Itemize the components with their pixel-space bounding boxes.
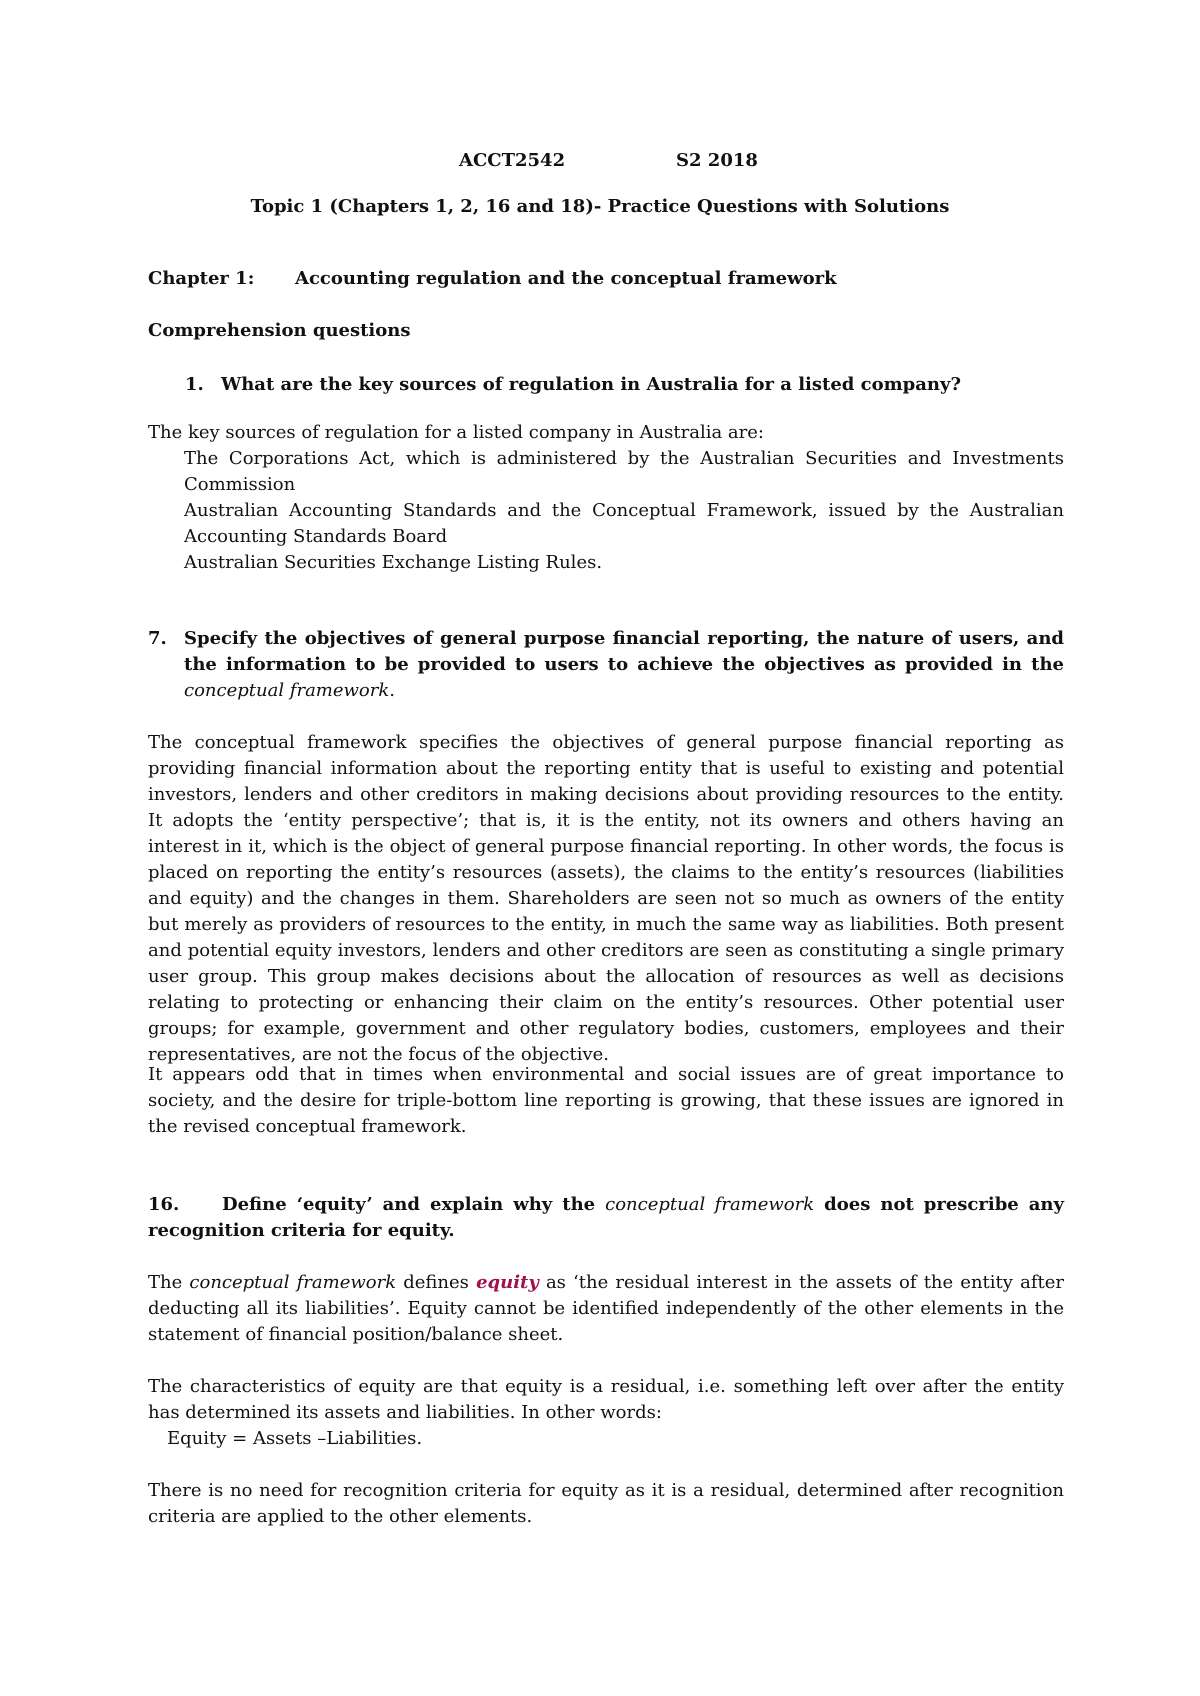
q16-answer-term: conceptual framework	[189, 1272, 397, 1293]
q7-answer-paragraph: It appears odd that in times when environmental and social issues are of great importance to society, and the desire for triple-bottom line reporting is growing, that these issues are ignored in the revised conceptual framework.	[148, 1064, 1064, 1137]
q7-question-term: conceptual framework	[184, 680, 390, 701]
q16-number: 16.	[148, 1194, 180, 1215]
q7-answer-paragraph: The conceptual framework specifies the objectives of general purpose financial reporting as providing financial information about the reporting entity that is useful to existing and potential investors, lenders and other creditors in making decisions about providing resources to the entity. It adopts the ‘entity perspective’; that is, it is the entity, not its owners and others having an interest in it, which is the object of general purpose financial reporting. In other words, the focus is placed on reporting the entity’s resources (assets), the claims to the entity’s resources (liabilities and equity) and the changes in them. Shareholders are seen not so much as owners of the entity but merely as providers of resources to the entity, in much the same way as liabilities. Both present and potential equity investors, lenders and other creditors are seen as constituting a single primary user group. This group makes decisions about the allocation of resources as well as decisions relating to protecting or enhancing their claim on the entity’s resources. Other potential user groups; for example, government and other regulatory bodies, customers, employees and their representatives, are not the focus of the objective.	[148, 732, 1064, 1065]
q16-answer-paragraph	[148, 1270, 1064, 1348]
chapter-label: Chapter 1:	[148, 268, 255, 289]
q1-number: 1.	[185, 374, 204, 395]
course-code: ACCT2542	[459, 150, 566, 171]
q7-question-text: Specify the objectives of general purpose financial reporting, the nature of users, and the information to be provided to users to achieve the objectives as provided in the	[184, 628, 1064, 675]
semester-label: S2 2018	[676, 150, 758, 171]
q7-question-end: .	[389, 680, 396, 701]
q16-characteristics-paragraph: The characteristics of equity are that equity is a residual, i.e. something left over after the entity has determined its assets and liabilities. In other words:	[148, 1376, 1064, 1423]
q1-question: What are the key sources of regulation in Australia for a listed company?	[221, 374, 961, 395]
document-title: Topic 1 (Chapters 1, 2, 16 and 18)- Practice Questions with Solutions	[250, 196, 950, 217]
q16-answer-prefix: The	[148, 1272, 183, 1293]
q16-answer-rest: as ‘the residual interest in the assets of the entity after deducting all its liabilities’. Equity cannot be identified independently of the other elements in the statement of financial position/balance sheet.	[148, 1272, 1064, 1345]
q1-source-item: Australian Securities Exchange Listing Rules.	[184, 552, 603, 573]
chapter-title: Accounting regulation and the conceptual framework	[295, 268, 837, 289]
equity-equation: Equity = Assets –Liabilities.	[167, 1428, 423, 1449]
q16-answer-mid: defines	[403, 1272, 469, 1293]
section-heading: Comprehension questions	[148, 320, 411, 341]
q16-recognition-paragraph: There is no need for recognition criteria for equity as it is a residual, determined after recognition criteria are applied to the other elements.	[148, 1480, 1064, 1527]
equity-highlight: equity	[476, 1272, 539, 1293]
q1-source-item: Australian Accounting Standards and the Conceptual Framework, issued by the Australian Accounting Standards Board	[184, 500, 1064, 547]
q7-number: 7.	[148, 628, 167, 649]
q16-question-term: conceptual framework	[605, 1194, 815, 1215]
q16-question	[148, 1192, 1064, 1244]
q1-sources-list	[184, 446, 1064, 576]
q16-question-part2: does not prescribe any recognition criteria for equity.	[148, 1194, 1064, 1241]
q1-source-item: The Corporations Act, which is administered by the Australian Securities and Investments Commission	[184, 448, 1064, 495]
q1-answer-intro: The key sources of regulation for a listed company in Australia are:	[148, 422, 764, 443]
q16-question-part1: Define ‘equity’ and explain why the	[222, 1194, 596, 1215]
q7-question	[184, 626, 1064, 704]
